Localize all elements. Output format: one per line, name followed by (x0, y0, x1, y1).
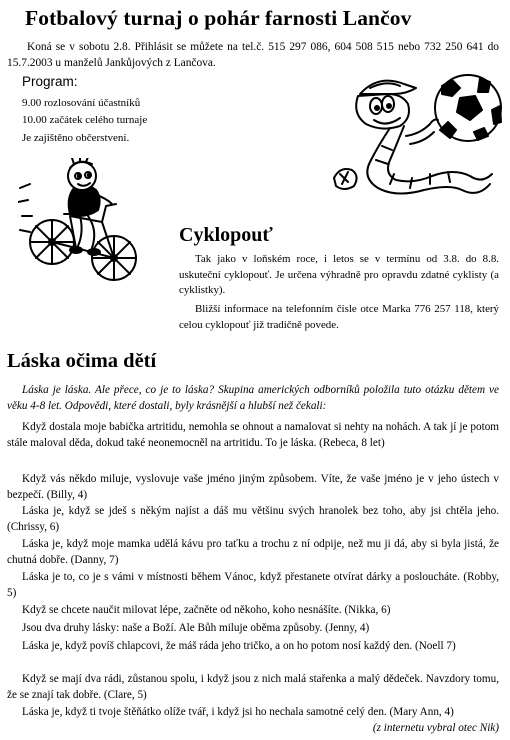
program-item: Je zajištěno občerstvení. (22, 132, 130, 144)
snake-football-illustration (330, 66, 505, 201)
program-item: 10.00 začátek celého turnaje (22, 114, 148, 126)
cyklopout-paragraph: Tak jako v loňském roce, i letos se v termínu od 3.8. do 8.8. uskuteční cyklopouť. Je určena výhradně pro opravdu zdatné cyklisty (a cyklistky). (179, 253, 499, 296)
cyklopout-heading: Cyklopouť (179, 224, 273, 246)
laska-answer: Láska je to, co je s vámi v místnosti během Vánoc, když přestanete otvírat dárky a posloucháte. (Robby, 5) (7, 571, 499, 599)
tournament-intro-text: Koná se v sobotu 2.8. Přihlásit se můžete na tel.č. 515 297 086, 604 508 515 nebo 732 250 641 do 15.7.2003 u manželů Jankůjových z Lančova. (7, 41, 499, 69)
laska-answer: Když se chcete naučit milovat lépe, začněte od někoho, koho nesnášíte. (Nikka, 6) (22, 604, 391, 616)
laska-answer: Láska je, když se jdeš s někým najíst a dáš mu většinu svých hranolek bez toho, aby jsi chtěla jeho. (Chrissy, 6) (7, 505, 499, 533)
laska-lead: Láska je láska. Ale přece, co je to láska? Skupina amerických odborníků položila tuto otázku dětem ve věku 4-8 let. Odpovědi, které dostali, byly krásnější a hlubší než čekali: (7, 384, 499, 412)
laska-answer: Když dostala moje babička artritidu, nemohla se ohnout a namalovat si nehty na nohách. A tak jí je potom stále maloval děda, dokud také neonemocněl na artritidu. To je láska. (Rebeca, 8 let) (7, 421, 499, 449)
signature: (z internetu vybral otec Nik) (372, 722, 499, 734)
laska-answer: Láska je, když moje mamka udělá kávu pro taťku a trochu z ní odpije, než mu ji dá, aby si byla jistá, že chutná dobře. (Danny, 7) (7, 538, 499, 566)
cyklopout-paragraph: Bližší informace na telefonním čísle otce Marka 776 257 118, který celou cyklopouť již tradičně povede. (179, 303, 499, 331)
program-heading: Program: (22, 74, 78, 89)
page-title: Fotbalový turnaj o pohár farnosti Lančov (25, 6, 412, 30)
laska-answer: Když se mají dva rádi, zůstanou spolu, i když jsou z nich malá stařenka a malý dědeček. Navzdory tomu, že se znají tak dobře. (Clare, 5) (7, 673, 499, 701)
laska-answer: Láska je, když ti tvoje štěňátko olíže tvář, i když jsi ho nechala samotné celý den. (Mary Ann, 4) (z internetu vybral otec Nik) (22, 706, 499, 734)
cyclist-illustration (18, 158, 143, 288)
laska-answer: Láska je, když povíš chlapcovi, že máš ráda jeho tričko, a on ho potom nosí každý den. (Noell 7) (22, 640, 456, 652)
laska-heading: Láska očima dětí (7, 350, 157, 372)
laska-answer: Když vás někdo miluje, vyslovuje vaše jméno jiným způsobem. Víte, že vaše jméno je v jeho ústech v bezpečí. (Billy, 4) (7, 473, 499, 501)
laska-answer: Jsou dva druhy lásky: naše a Boží. Ale Bůh miluje oběma způsoby. (Jenny, 4) (22, 622, 370, 634)
program-item: 9.00 rozlosování účastníků (22, 97, 141, 109)
